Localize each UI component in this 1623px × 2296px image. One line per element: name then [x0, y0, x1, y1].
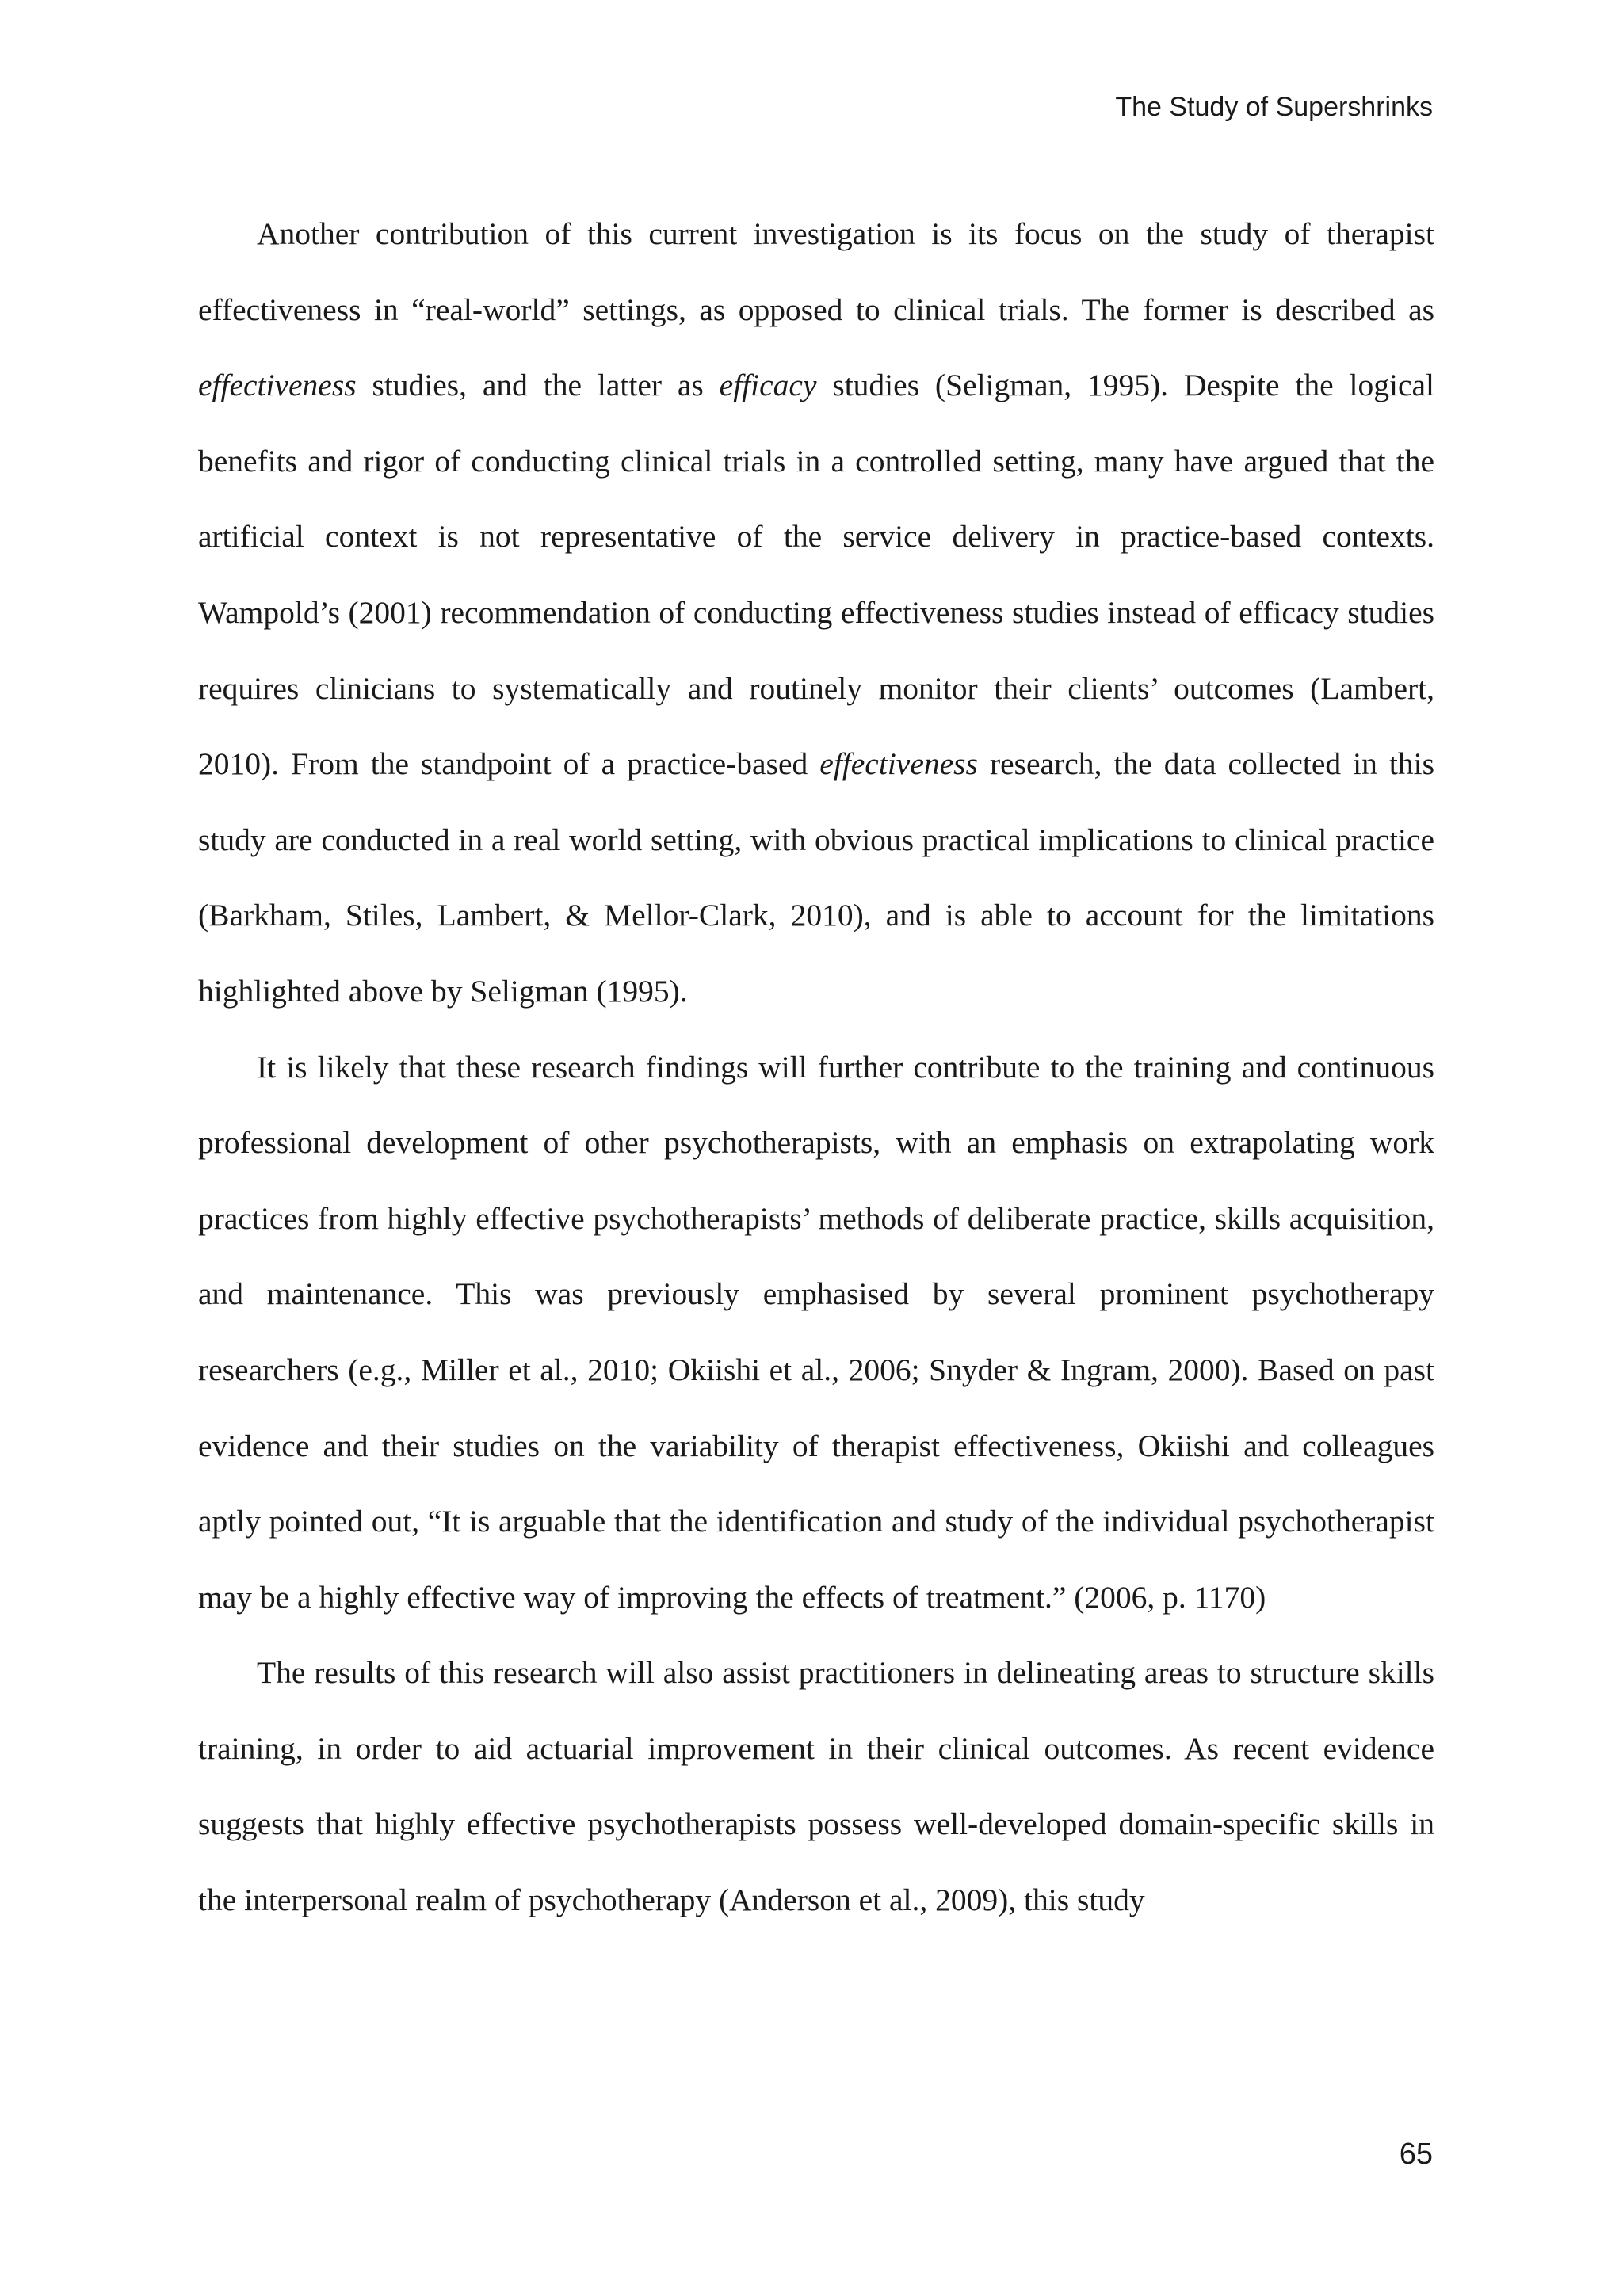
paragraph-1: [198, 196, 1434, 1030]
text-segment: studies, and the latter as: [356, 368, 720, 403]
paragraph-2: [198, 1030, 1434, 1636]
running-head: The Study of Supershrinks: [1115, 92, 1433, 122]
page-number: 65: [1399, 2138, 1433, 2171]
paragraph-3: [198, 1635, 1434, 1938]
text-segment: It is likely that these research findings will further contribute to the training and continuous professional development of other psychotherapists, with an emphasis on extrapolating work practices from highly effective psychotherapists’ methods of deliberate practice, skills acquisition, and maintenance. This was previously emphasised by several prominent psychotherapy researchers (e.g., Miller et al., 2010; Okiishi et al., 2006; Snyder & Ingram, 2000). Based on past evidence and their studies on the variability of therapist effectiveness, Okiishi and colleagues aptly pointed out, “It is arguable that the identification and study of the individual psychotherapist may be a highly effective way of improving the effects of treatment.” (2006, p. 1170): [198, 1049, 1434, 1615]
text-segment: research, the data collected in this study are conducted in a real world setting, with obvious practical implications to clinical practice (Barkham, Stiles, Lambert, & Mellor-Clark, 2010), and is able to account for the limitations highlighted above by Seligman (1995).: [198, 746, 1434, 1009]
text-segment-italic: effectiveness: [198, 368, 357, 403]
text-segment: studies (Seligman, 1995). Despite the logical benefits and rigor of conducting clinical trials in a controlled setting, many have argued that the artificial context is not representative of the service delivery in practice-based contexts. Wampold’s (2001) recommendation of conducting effectiveness studies instead of efficacy studies requires clinicians to systematically and routinely monitor their clients’ outcomes (Lambert, 2010). From the standpoint of a practice-based: [198, 368, 1435, 782]
text-segment: Another contribution of this current investigation is its focus on the study of therapist effectiveness in “real-world” settings, as opposed to clinical trials. The former is described as: [198, 216, 1434, 327]
text-segment-italic: effectiveness: [819, 746, 978, 782]
body-text: [198, 196, 1434, 1939]
text-segment: The results of this research will also assist practitioners in delineating areas to structure skills training, in order to aid actuarial improvement in their clinical outcomes. As recent evidence suggests that highly effective psychotherapists possess well-developed domain-specific skills in the interpersonal realm of psychotherapy (Anderson et al., 2009), this study: [198, 1655, 1434, 1918]
text-segment-italic: efficacy: [719, 368, 817, 403]
